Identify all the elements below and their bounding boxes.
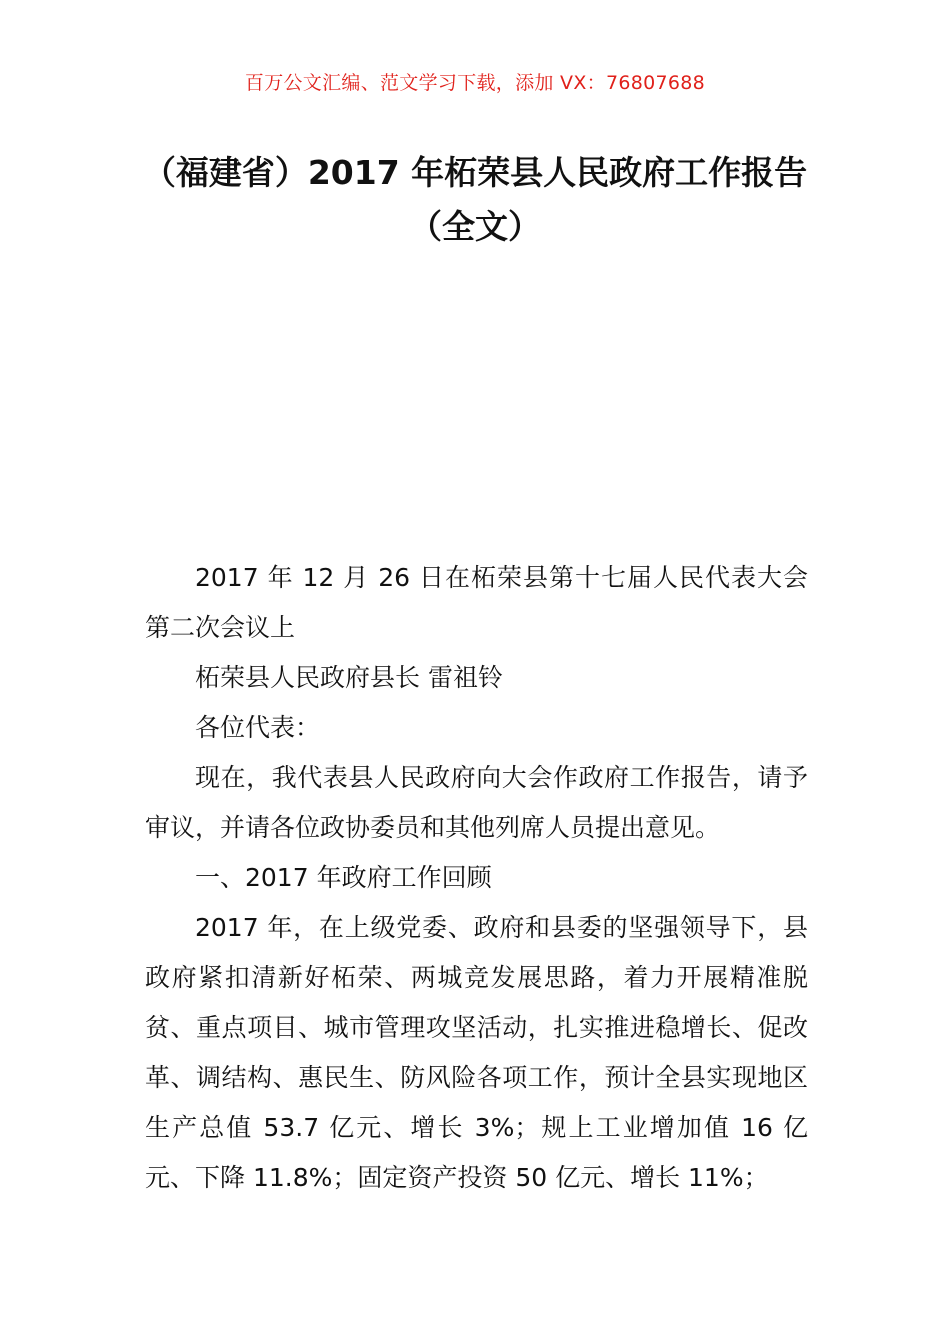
- section-heading: 一、2017 年政府工作回顾: [195, 863, 492, 892]
- document-title: （福建省）2017 年柘荣县人民政府工作报告（全文）: [142, 153, 808, 246]
- paragraph-speaker: 柘荣县人民政府县长 雷祖铃: [195, 663, 503, 692]
- header-watermark-note: 百万公文汇编、范文学习下载，添加 VX：76807688: [244, 72, 706, 94]
- paragraph-intro: 现在，我代表县人民政府向大会作政府工作报告，请予审议，并请各位政协委员和其他列席人员提出意见。: [145, 763, 808, 842]
- paragraph-review: 2017 年，在上级党委、政府和县委的坚强领导下，县政府紧扣清新好柘荣、两城竞发展思路，着力开展精准脱贫、重点项目、城市管理攻坚活动，扎实推进稳增长、促改革、调结构、惠民生、防风险各项工作，预计全县实现地区生产总值 53.7 亿元、增长 3%；规上工业增加值 16 亿元、下降 11.8%；固定资产投资 50 亿元、增长 11%；: [145, 913, 808, 1192]
- document-body: [145, 553, 808, 1203]
- paragraph-salutation: 各位代表：: [195, 713, 321, 742]
- paragraph-meeting-info: 2017 年 12 月 26 日在柘荣县第十七届人民代表大会第二次会议上: [145, 563, 808, 642]
